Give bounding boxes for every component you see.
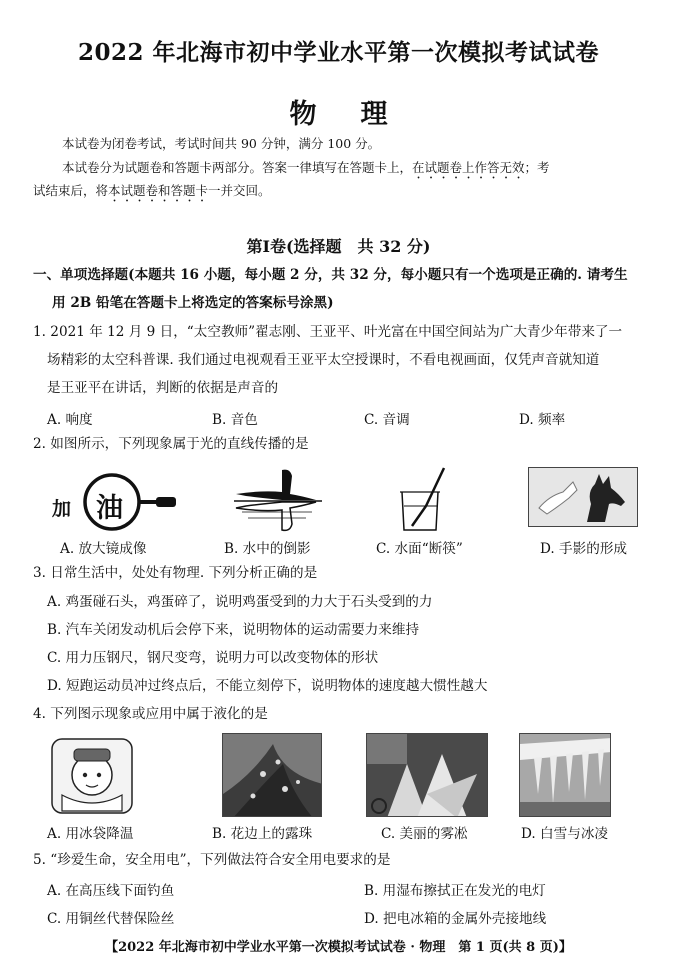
dew-flower-icon (223, 734, 322, 817)
q3-option-a: A. 鸡蛋碰石头，鸡蛋碎了，说明鸡蛋受到的力大于石头受到的力 (47, 594, 433, 610)
q5-option-d: D. 把电冰箱的金属外壳接地线 (364, 911, 547, 927)
q4-option-c: C. 美丽的雾凇 (381, 826, 468, 842)
q2-option-a: A. 放大镜成像 (60, 541, 147, 557)
q3-option-d: D. 短跑运动员冲过终点后，不能立刻停下，说明物体的速度越大惯性越大 (47, 678, 488, 694)
q2-option-b: B. 水中的倒影 (224, 541, 311, 557)
hand-shadow-photo (528, 467, 638, 527)
icicle-photo (519, 733, 611, 817)
q5-option-a: A. 在高压线下面钓鱼 (47, 883, 175, 899)
magnifier-figure (52, 470, 182, 532)
q1-line-2: 场精彩的太空科普课. 我们通过电视观看王亚平太空授课时，不看电视画面，仅凭声音就知道 (47, 352, 600, 368)
q5-stem: 5. “珍爱生命，安全用电”，下列做法符合安全用电要求的是 (33, 852, 391, 868)
dew-photo (222, 733, 322, 817)
q2-option-c: C. 水面“断筷” (376, 541, 463, 557)
q2-option-d: D. 手影的形成 (540, 541, 628, 557)
q5-option-c: C. 用铜丝代替保险丝 (47, 911, 175, 927)
exam-title: 2022 年北海市初中学业水平第一次模拟考试试卷 (77, 39, 600, 66)
q1-option-b: B. 音色 (212, 412, 258, 428)
q2-stem: 2. 如图所示，下列现象属于光的直线传播的是 (33, 436, 309, 452)
q4-option-a: A. 用冰袋降温 (47, 826, 134, 842)
q3-stem: 3. 日常生活中，处处有物理. 下列分析正确的是 (33, 565, 318, 581)
section-heading-line-2: 用 2B 铅笔在答题卡上将选定的答案标号涂黑) (52, 295, 334, 311)
note-line-1: 本试卷为闭卷考试，考试时间共 90 分钟，满分 100 分。 (62, 136, 381, 151)
page-footer: 【2022 年北海市初中学业水平第一次模拟考试试卷 · 物理 第 1 页(共 8 页)】 (105, 940, 572, 955)
q1-option-d: D. 频率 (519, 412, 566, 428)
note-line-2: 本试卷分为试题卷和答题卡两部分。答案一律填写在答题卡上，在试题卷上作答无效；考 (62, 160, 550, 175)
figure-text-you: 油 (96, 493, 123, 524)
q3-option-c: C. 用力压钢尺，钢尺变弯，说明力可以改变物体的形状 (47, 650, 379, 666)
q4-option-d: D. 白雪与冰凌 (521, 826, 609, 842)
rime-tree-icon (367, 734, 488, 817)
q5-option-b: B. 用湿布擦拭正在发光的电灯 (364, 883, 546, 899)
rime-photo (366, 733, 488, 817)
ice-bag-figure (48, 733, 136, 817)
q1-option-a: A. 响度 (47, 412, 93, 428)
reflection-figure (232, 466, 324, 536)
q1-line-3: 是王亚平在讲话，判断的依据是声音的 (47, 380, 279, 396)
q3-option-b: B. 汽车关闭发动机后会停下来，说明物体的运动需要力来维持 (47, 622, 420, 638)
section-heading-line-1: 一、单项选择题(本题共 16 小题，每小题 2 分，共 32 分，每小题只有一个选项是正确的. 请考生 (33, 267, 628, 283)
q4-stem: 4. 下列图示现象或应用中属于液化的是 (33, 706, 268, 722)
hand-shadow-icon (529, 468, 638, 527)
chopstick-figure (396, 466, 450, 534)
sick-child-icon (48, 733, 136, 817)
icicle-icon (520, 734, 611, 817)
part-title: 第Ⅰ卷(选择题 共 32 分) (246, 237, 431, 256)
bird-reflection-icon (232, 466, 324, 536)
subject-title: 物理 (289, 99, 432, 130)
q1-option-c: C. 音调 (364, 412, 410, 428)
note-line-3: 试结束后，将本试题卷和答题卡一并交回。 (33, 183, 271, 198)
beaker-chopstick-icon (396, 466, 450, 534)
figure-text-jia: 加 (52, 498, 72, 520)
q4-option-b: B. 花边上的露珠 (212, 826, 313, 842)
emphasized-text: 本试题卷和答题卡 (108, 183, 209, 198)
emphasized-text: 在试题卷上作答无效 (412, 160, 525, 175)
q1-line-1: 1. 2021 年 12 月 9 日，“太空教师”翟志刚、王亚平、叶光富在中国空间站为广大青少年带来了一 (33, 324, 623, 340)
